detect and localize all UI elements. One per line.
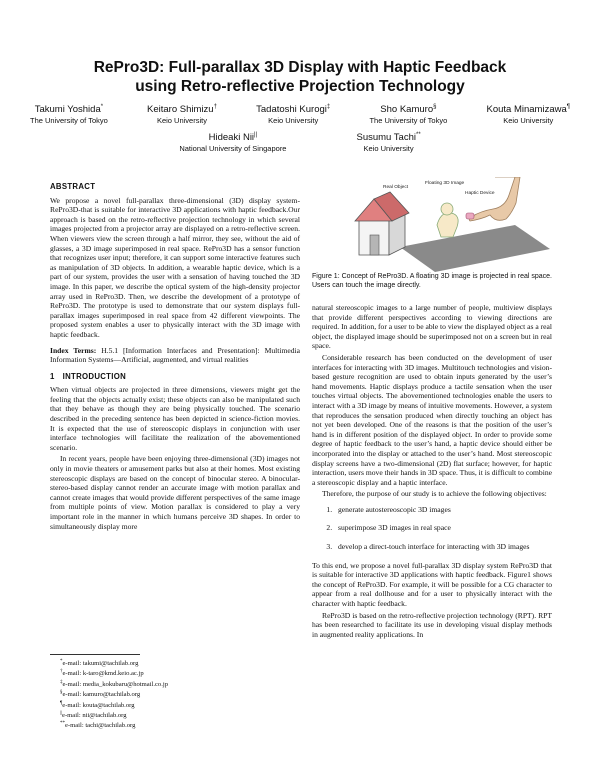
author-name: Kouta Minamizawa xyxy=(486,104,567,116)
author-block xyxy=(30,101,570,154)
footnote xyxy=(50,689,300,699)
author-affiliation: Keio University xyxy=(268,116,319,126)
house-door xyxy=(370,235,379,255)
author-name: Susumu Tachi xyxy=(356,132,416,144)
author-mark: || xyxy=(254,132,258,139)
author-name: Takumi Yoshida xyxy=(34,104,101,116)
footnote-mark: || xyxy=(60,710,63,716)
index-terms-label: Index Terms: xyxy=(50,345,97,355)
abstract-heading: ABSTRACT xyxy=(50,182,96,191)
list-item: 2. superimpose 3D images in real space xyxy=(334,523,552,533)
floor-plane xyxy=(400,225,550,272)
section-number: 1 xyxy=(50,371,55,381)
list-item: 3. develop a direct-touch interface for interacting with 3D images xyxy=(334,542,552,552)
user-hand xyxy=(469,177,520,221)
haptic-device-shape xyxy=(466,213,474,219)
intro-paragraph-1: When virtual objects are projected in three dimensions, viewers might get the feeling that the objects actually exist; these objects can also be manipulated such that they behave as though they are being physically touched. The scenario described in the preceding sentence has been depicted in science-fiction movies. It is expected that the use of stereoscopic displays in conjunction with user interface technologies will facilitate the realization of the abovementioned scenario. xyxy=(50,385,300,452)
footnote-text: e-mail: kamuro@tachilab.org xyxy=(62,691,141,699)
author-name: Hideaki Nii xyxy=(208,132,255,144)
footnote-mark: § xyxy=(60,690,63,696)
footnote-mark: ¶ xyxy=(60,700,63,706)
right-paragraph-3: Therefore, the purpose of our study is to achieve the following objectives: xyxy=(322,489,547,499)
title-line-1: RePro3D: Full-parallax 3D Display with Haptic Feedback xyxy=(93,59,507,76)
right-paragraph-4: To this end, we propose a novel full-parallax 3D display system RePro3D that is suitable for interactive 3D applications with haptic feedback. Figure1 shows the concept of RePro3D. For example, it will be possible for a CG character to appear from a real dollhouse and for a user to physically interact with the character with haptic feedback. xyxy=(312,560,552,609)
author-name: Sho Kamuro xyxy=(380,104,434,116)
footnote-text: e-mail: kouta@tachilab.org xyxy=(62,701,135,709)
character-head xyxy=(441,203,453,215)
footnote-text: e-mail: k-taro@kmd.keio.ac.jp xyxy=(62,670,144,678)
footnote xyxy=(50,668,300,678)
author-affiliation: Keio University xyxy=(156,116,207,126)
index-terms xyxy=(50,346,300,365)
floating-3d-character xyxy=(437,213,458,237)
concept-figure xyxy=(345,177,550,272)
author xyxy=(179,129,286,154)
author xyxy=(30,101,108,126)
figure-label-haptic-device: Haptic Device xyxy=(465,191,495,196)
footnote-mark: † xyxy=(60,669,63,675)
author-mark: ¶ xyxy=(566,104,570,110)
author-mark: * xyxy=(100,104,104,110)
author xyxy=(256,101,330,126)
author-affiliation: Keio University xyxy=(363,144,414,154)
footnote-mark: * xyxy=(60,659,63,664)
author xyxy=(147,101,217,126)
footnote xyxy=(50,710,300,720)
introduction-heading xyxy=(50,372,300,382)
paper-title xyxy=(40,58,560,96)
author-row-2 xyxy=(30,129,570,154)
footnote xyxy=(50,658,300,668)
footnote xyxy=(50,720,300,730)
right-paragraph-1: natural stereoscopic images to a large number of people, multiview displays that provide different perspectives according to viewing directions are required. In addition, for a user to be able to view the displayed object as a real object, the displayed image should be superimposed not on a screen but in real space. xyxy=(312,303,552,351)
right-paragraph-5: RePro3D is based on the retro-reflective projection technology (RPT). RPT has been researched to facilitate its use in developing visual display methods in augmented reality applications. In xyxy=(312,610,552,639)
author-affiliation: Keio University xyxy=(503,116,554,126)
figure-caption: Figure 1: Concept of RePro3D. A floating 3D image is projected in real space. Users can touch the image directly. xyxy=(312,273,552,289)
author-affiliation: National University of Singapore xyxy=(179,144,287,154)
footnote-mark: ** xyxy=(60,721,65,727)
left-column xyxy=(50,182,300,533)
footnote-mark: ‡ xyxy=(60,679,63,685)
footnote xyxy=(50,700,300,710)
figure-label-real-object: Real Object xyxy=(383,185,409,190)
author xyxy=(369,101,447,126)
section-title: INTRODUCTION xyxy=(62,371,127,381)
author-row-1 xyxy=(30,101,570,126)
right-paragraph-2: Considerable research has been conducted on the development of user interfaces for interacting with 3D images. Multitouch technologies and vision-based gesture recognition are used to obtain inputs generated by the user’s hand movements. Haptic displays produce a tactile sensation when the user touches virtual objects. The abovementioned technologies enable the users to interact with a 3D image by means of intuitive movements. However, a system that reproduces the sensation produced when directly touching an object has not yet been developed. One of the reasons is that the position of the user’s hand is in different position of the displayed object. In order to provide some degree of haptic feedback to the user’s hand, a haptic device should either be incorporated into the display or attached to the user’s hand. Most stereoscopic display screens have a two-dimensional (2D) flat surface; however, for haptic interaction, users move their hands in 3D space. Thus, it is difficult to combine a stereoscopic display and a haptic interface. xyxy=(312,352,552,487)
author-name: Tadatoshi Kurogi xyxy=(256,104,327,116)
author-affiliation: The University of Tokyo xyxy=(369,116,448,126)
footnote-text: e-mail: media_kokubaru@hotmail.co.jp xyxy=(62,680,168,688)
objectives-list xyxy=(312,505,552,552)
author-name: Keitaro Shimizu xyxy=(147,104,214,116)
footnote-text: e-mail: nii@tachilab.org xyxy=(62,712,127,720)
footnote-text: e-mail: tachi@tachilab.org xyxy=(65,722,136,730)
abstract-text: We propose a novel full-parallax three-dimensional (3D) display system-RePro3D-that is suitable for interactive 3D applications with haptic feedback.Our approach is based on the retro-reflective projection technology in which several images projected from a projector array are displayed on a retro-reflective screen. When viewers view the screen through a half mirror, they see, without the aid of glasses, a 3D image superimposed in real space. RePro3D has a sensor function that recognizes user input; therefore, it can support some interactive features such as manipulation of 3D objects. In addition, a wearable haptic device, which is a part of our system, provides the user with a sensation of having touched the 3D image. In this paper, we describe the optical system of the high-density projector array used in RePro3D. Then, we describe the development of a prototype of RePro3D. The prototype is used to demonstrate that our system displays full-parallax images superimposed in real space from 42 different viewpoints. The proposed system enables a user to physically interact with the 3D image with haptic feedback. xyxy=(50,195,300,339)
index-terms-text: H.5.1 [Information Interfaces and Presentation]: Multimedia Information Systems—Artificial, augmented, and virtual realities xyxy=(50,345,301,365)
figure-label-floating-image: Floating 3D Image xyxy=(425,181,465,186)
author-affiliation: The University of Tokyo xyxy=(30,116,108,126)
author xyxy=(356,129,420,154)
footnote-rule xyxy=(50,654,140,655)
author-mark: † xyxy=(213,104,217,110)
intro-paragraph-2: In recent years, people have been enjoying three-dimensional (3D) images not only in movie theaters or amusement parks but also at their homes. Most existing stereoscopic displays are based on the concept of binocular stereo. A binocular-stereo-based display cannot render an accurate image with motion parallax and cannot create images that would provide different perspectives of the same image from multiple points of view. Motion parallax is considered to play a very important role in the manner in which humans perceive 3D shapes. In order to simultaneously display more xyxy=(50,454,300,531)
footnotes xyxy=(50,654,300,731)
footnote-text: e-mail: takumi@tachilab.org xyxy=(62,660,139,668)
author xyxy=(487,101,571,126)
right-column xyxy=(312,303,552,641)
footnote xyxy=(50,679,300,689)
title-line-2: using Retro-reflective Projection Technology xyxy=(135,78,465,95)
author-mark: § xyxy=(433,104,437,110)
list-item: 1. generate autostereoscopic 3D images xyxy=(334,505,552,515)
author-mark: ‡ xyxy=(326,104,331,110)
author-mark: ** xyxy=(415,132,421,139)
